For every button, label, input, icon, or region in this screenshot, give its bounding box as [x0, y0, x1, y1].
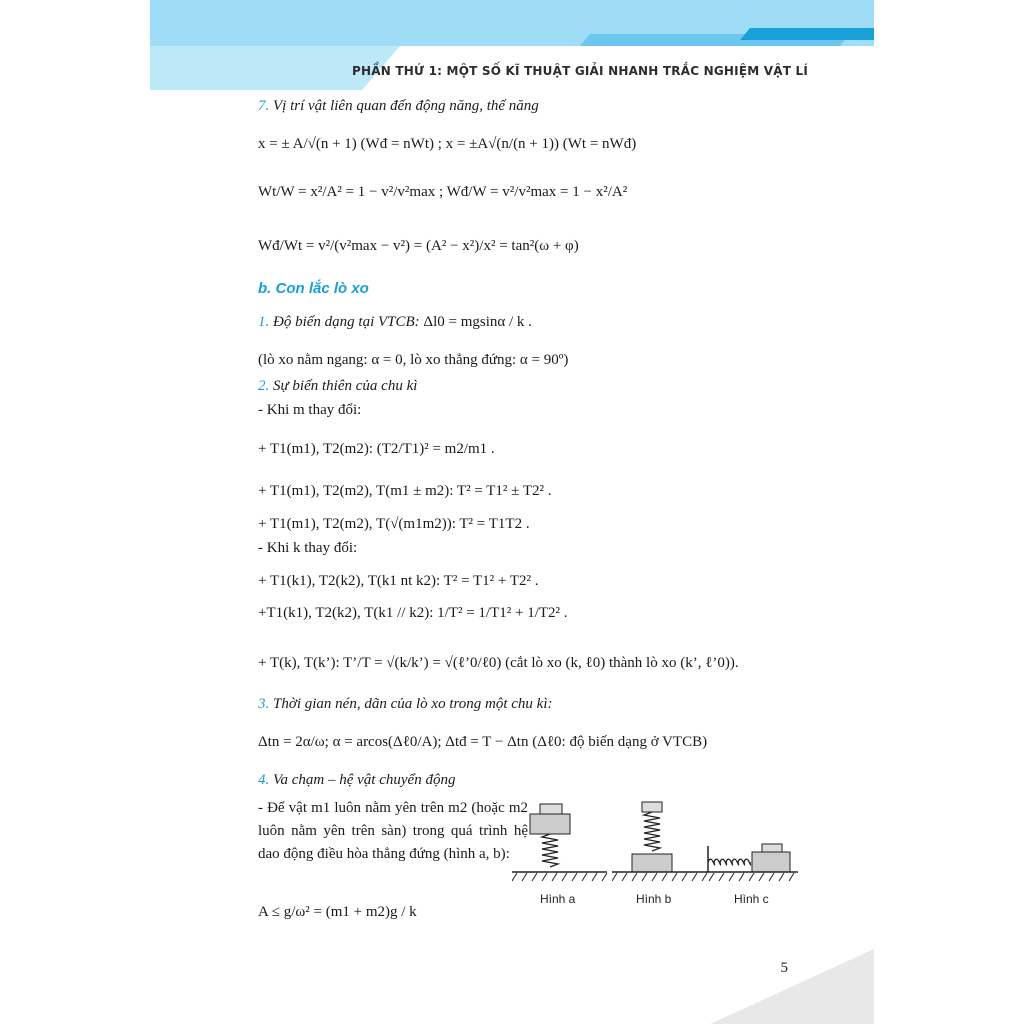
- item3: 3. Thời gian nén, dãn của lò xo trong một chu kì:: [258, 696, 553, 712]
- figure-a: [512, 796, 612, 886]
- figure-b: [612, 796, 712, 886]
- caption-b: Hình b: [636, 892, 672, 906]
- m-line-1: + T1(m1), T2(m2): (T2/T1)² = m2/m1 .: [258, 441, 495, 457]
- k-line-1: + T1(k1), T2(k2), T(k1 nt k2): T² = T1² + T2² .: [258, 573, 539, 589]
- page-number: 5: [780, 960, 788, 976]
- caption-c: Hình c: [734, 892, 769, 906]
- k-line-3: + T(k), T(k’): T’/T = √(k/k’) = √(ℓ’0/ℓ0) (cắt lò xo (k, ℓ0) thành lò xo (k’, ℓ’0)).: [258, 655, 739, 671]
- formula4: A ≤ g/ω² = (m1 + m2)g / k: [258, 904, 417, 920]
- m-line-3: + T1(m1), T2(m2), T(√(m1m2)): T² = T1T2 .: [258, 516, 530, 532]
- formula-7-2: Wt/W = x²/A² = 1 − v²/v²max ; Wđ/W = v²/v²max = 1 − x²/A²: [258, 184, 628, 200]
- item2: 2. Sự biến thiên của chu kì: [258, 378, 418, 394]
- formula3: Δtn = 2α/ω; α = arcos(Δℓ0/A); Δtđ = T − Δtn (Δℓ0: độ biến dạng ở VTCB): [258, 734, 708, 750]
- note1: (lò xo nằm ngang: α = 0, lò xo thẳng đứng: α = 90º): [258, 352, 569, 368]
- caption-a: Hình a: [540, 892, 576, 906]
- formula-7-1: x = ± A/√(n + 1) (Wđ = nWt) ; x = ±A√(n/(n + 1)) (Wt = nWđ): [258, 136, 637, 152]
- footer-shape: [150, 945, 874, 1024]
- formula-7-3: Wđ/Wt = v²/(v²max − v²) = (A² − x²)/x² = tan²(ω + φ): [258, 238, 579, 254]
- item4: 4. Va chạm – hệ vật chuyển động: [258, 772, 456, 788]
- k-change: - Khi k thay đổi:: [258, 540, 358, 556]
- sec7-heading: 7. Vị trí vật liên quan đến động năng, thế năng: [258, 98, 539, 114]
- k-line-2: +T1(k1), T2(k2), T(k1 // k2): 1/T² = 1/T1² + 1/T2² .: [258, 605, 568, 621]
- m-line-2: + T1(m1), T2(m2), T(m1 ± m2): T² = T1² ± T2² .: [258, 483, 552, 499]
- section-b-heading: b. Con lắc lò xo: [258, 280, 369, 297]
- m-change: - Khi m thay đổi:: [258, 402, 362, 418]
- figure-c: [706, 796, 806, 886]
- page-header: [150, 52, 874, 90]
- book-page: [150, 0, 874, 1024]
- para4: - Để vật m1 luôn nằm yên trên m2 (hoặc m2 luôn nằm yên trên sàn) trong quá trình hệ dao động điều hòa thẳng đứng (hình a, b):: [258, 800, 528, 862]
- header-title: PHẦN THỨ 1: MỘT SỐ KĨ THUẬT GIẢI NHANH TRẮC NGHIỆM VẬT LÍ: [352, 64, 808, 78]
- item1: 1. Độ biến dạng tại VTCB: Δl0 = mgsinα / k .: [258, 314, 532, 330]
